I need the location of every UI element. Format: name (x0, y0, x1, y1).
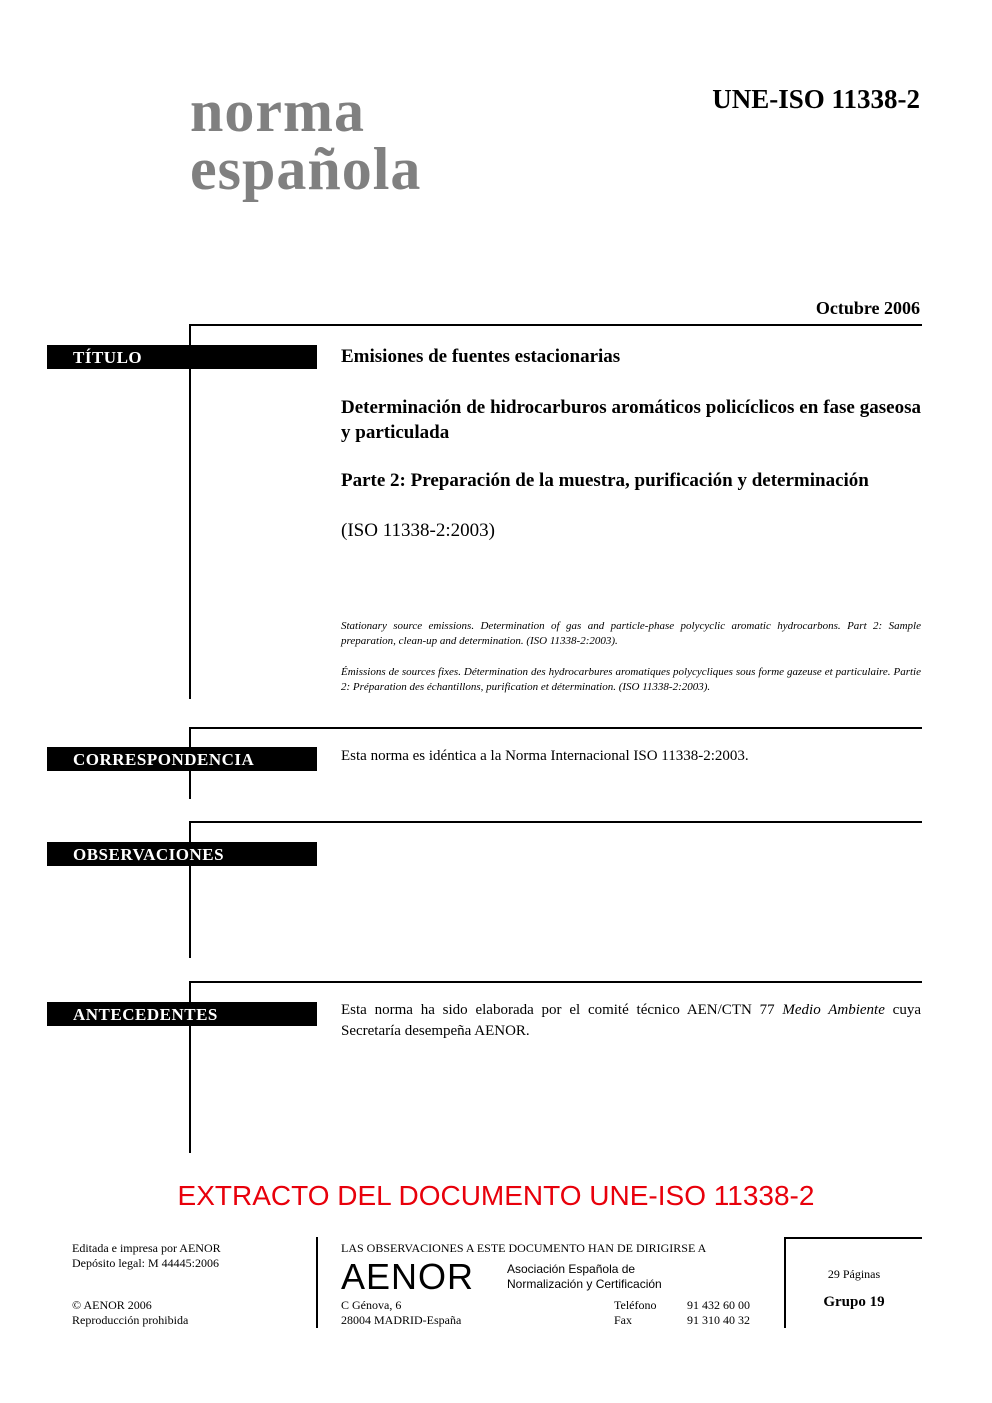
observaciones-top-rule (189, 821, 922, 823)
antecedentes-text-end: cuya Secretaría desempeña AENOR. (341, 1002, 921, 1039)
observaciones-label: OBSERVACIONES (47, 842, 317, 866)
footer-divider-right (784, 1237, 786, 1328)
footer-copyright (72, 1298, 188, 1328)
reproduction-notice: Reproducción prohibida (72, 1313, 189, 1327)
fax-number: 91 310 40 32 (687, 1313, 750, 1327)
aenor-name-line-2: Normalización y Certificación (507, 1277, 662, 1291)
correspondencia-label: CORRESPONDENCIA (47, 747, 317, 771)
correspondencia-text: Esta norma es idéntica a la Norma Internacional ISO 11338-2:2003. (341, 748, 749, 764)
footer-edition-info (72, 1241, 221, 1271)
titulo-top-rule (189, 324, 922, 326)
observations-header: LAS OBSERVACIONES A ESTE DOCUMENTO HAN DE DIRIGIRSE A (341, 1241, 707, 1255)
address-street: C Génova, 6 (341, 1298, 402, 1312)
antecedentes-text (341, 1000, 921, 1042)
document-number: UNE-ISO 11338-2 (712, 84, 920, 114)
correspondencia-top-rule (189, 727, 922, 729)
french-title: Émissions de sources fixes. Détermination des hydrocarbures aromatiques polycycliques sous forme gazeuse et particulaire. Partie 2: Préparation des échantillons, purification et détermination. (ISO 11338-2:2003). (341, 666, 921, 693)
titulo-label: TÍTULO (47, 345, 317, 369)
phone-label: Teléfono (614, 1298, 657, 1312)
edited-by: Editada e impresa por AENOR (72, 1241, 221, 1255)
brand-title (190, 78, 422, 202)
title-line-2: Determinación de hidrocarburos aromáticos policíclicos en fase gaseosa y particulada (341, 397, 921, 443)
antecedentes-label: ANTECEDENTES (47, 1002, 317, 1026)
antecedentes-top-rule (189, 981, 922, 983)
contact-numbers (687, 1298, 750, 1328)
english-title: Stationary source emissions. Determination of gas and particle-phase polycyclic aromatic hydrocarbons. Part 2: Sample preparation, clean-up and determination. (ISO 11338-2:2003). (341, 620, 921, 647)
page-count: 29 Páginas (827, 1267, 881, 1281)
footer-divider-left (316, 1237, 318, 1328)
address-city: 28004 MADRID-España (341, 1313, 462, 1327)
antecedentes-text-start: Esta norma ha sido elaborada por el comité técnico AEN/CTN 77 (341, 1002, 783, 1018)
title-iso-reference: (ISO 11338-2:2003) (341, 520, 495, 541)
aenor-full-name (507, 1262, 662, 1292)
aenor-name-line-1: Asociación Española de (507, 1262, 636, 1276)
title-line-3: Parte 2: Preparación de la muestra, purificación y determinación (341, 470, 869, 491)
copyright: © AENOR 2006 (72, 1298, 152, 1312)
brand-line-2: española (190, 136, 422, 202)
titulo-vertical-rule (189, 324, 191, 699)
extract-notice: EXTRACTO DEL DOCUMENTO UNE-ISO 11338-2 (177, 1180, 815, 1211)
legal-deposit: Depósito legal: M 44445:2006 (72, 1256, 219, 1270)
footer-pages-box-top (784, 1237, 922, 1239)
aenor-logo: AENOR (341, 1256, 475, 1297)
contact-labels (614, 1298, 656, 1328)
committee-name: Medio Ambiente (782, 1002, 885, 1018)
aenor-address (341, 1298, 461, 1328)
title-line-1: Emisiones de fuentes estacionarias (341, 346, 621, 367)
publication-date: Octubre 2006 (815, 298, 920, 318)
brand-line-1: norma (190, 78, 365, 144)
phone-number: 91 432 60 00 (687, 1298, 750, 1312)
fax-label: Fax (614, 1313, 632, 1327)
price-group: Grupo 19 (823, 1294, 885, 1310)
